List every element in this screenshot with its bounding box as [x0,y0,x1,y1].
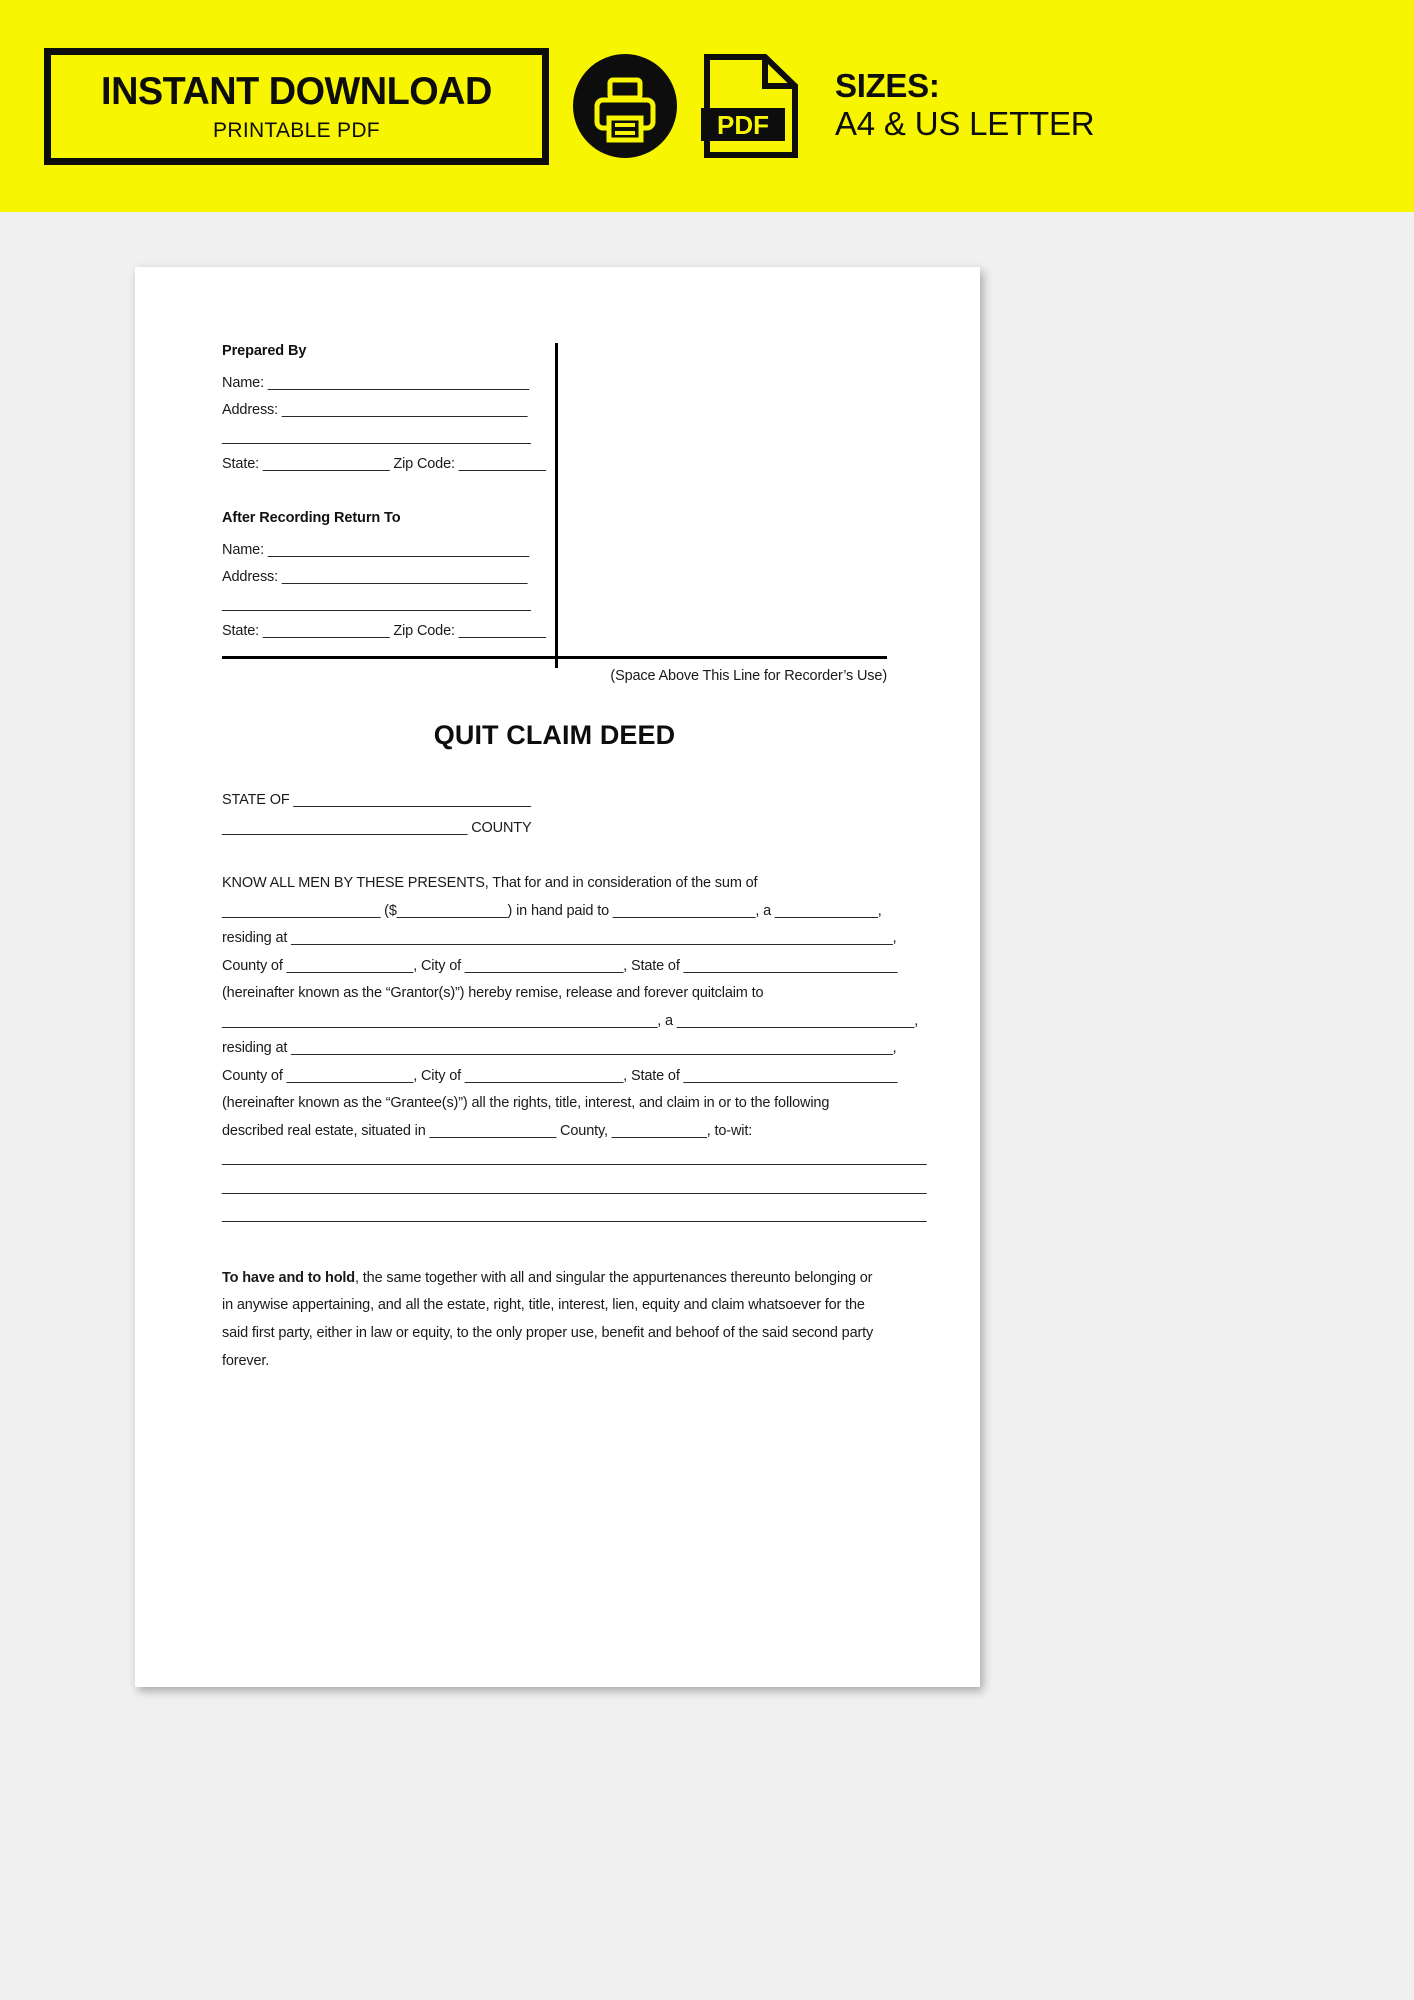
grantor-line-1: KNOW ALL MEN BY THESE PRESENTS, That for and in consideration of the sum of [222,875,758,891]
document-preview-area [0,212,1414,1993]
after-recording-address-line2-field: _______________________________________ [222,596,531,612]
recorder-header-block [222,343,887,659]
recorder-use-note: (Space Above This Line for Recorder’s Use) [610,668,887,684]
description-blank-line: _________________________________________________________________________________________ [222,1207,927,1223]
grantee-line-1: _______________________________________________________, a ______________________________, [222,1012,919,1029]
grantee-line-4: (hereinafter known as the “Grantee(s)”) all the rights, title, interest, and claim in or to the following [222,1095,830,1111]
recorder-vertical-divider [555,343,558,668]
sizes-value: A4 & US LETTER [835,105,1095,143]
after-recording-address-field: Address: _______________________________ [222,569,528,585]
pdf-badge-label: PDF [717,110,769,140]
prepared-by-state-zip-field: State: ________________ Zip Code: ___________ [222,456,546,472]
grantor-line-2: ____________________ ($______________) in hand paid to __________________, a _____________, [222,902,882,919]
page-title: QUIT CLAIM DEED [433,720,676,750]
habendum-rest: , the same together with all and singular the appurtenances thereunto belonging or in anywise appertaining, and all the estate, right, title, interest, lien, equity and claim whatsoever for the said first party, either in law or equity, to the only proper use, benefit and behoof of the said second party forever. [222,1269,874,1370]
grantee-line-5: described real estate, situated in ________________ County, ____________, to-wit: [222,1122,753,1139]
promo-banner-content [44,0,1414,212]
prepared-by-heading: Prepared By [222,343,307,359]
grantor-line-4: County of ________________, City of ____________________, State of ___________________________ [222,957,898,974]
grantee-line-3: County of ________________, City of ____________________, State of ___________________________ [222,1067,898,1084]
spacer [222,848,887,876]
instant-download-title: INSTANT DOWNLOAD [101,69,492,113]
habendum-lead: To have and to hold [222,1269,356,1286]
state-county-block [222,793,887,835]
quit-claim-deed-page [135,267,980,1687]
promo-banner [0,0,1414,212]
after-recording-name-field: Name: _________________________________ [222,542,530,558]
spacer [222,1237,887,1265]
state-of-field: STATE OF ______________________________ [222,792,531,808]
description-blank-line: _________________________________________________________________________________________ [222,1150,927,1166]
grantor-line-3: residing at ____________________________________________________________________________, [222,930,897,946]
grantor-paragraph [222,875,898,1001]
prepared-by-address-field: Address: _______________________________ [222,402,528,418]
county-field: _______________________________ COUNTY [222,819,532,836]
recorder-left-column [222,343,555,656]
habendum-paragraph [222,1265,887,1377]
property-description-blanks [222,1150,927,1223]
grantee-paragraph [222,1012,919,1139]
grantee-line-2: residing at ____________________________________________________________________________, [222,1040,897,1056]
sizes-label: SIZES: [835,67,940,105]
printer-icon [573,54,677,158]
document-content [222,343,927,1376]
pdf-file-icon [701,53,801,159]
printable-pdf-subtitle: PRINTABLE PDF [213,118,380,142]
prepared-by-name-field: Name: _________________________________ [222,375,530,391]
instant-download-badge [44,48,549,165]
description-blank-line: _________________________________________________________________________________________ [222,1178,927,1195]
after-recording-state-zip-field: State: ________________ Zip Code: ___________ [222,623,546,639]
prepared-by-address-line2-field: _______________________________________ [222,429,531,445]
sizes-info [835,68,1094,143]
after-recording-heading: After Recording Return To [222,510,401,526]
grantor-line-5: (hereinafter known as the “Grantor(s)”) hereby remise, release and forever quitclaim to [222,985,764,1001]
